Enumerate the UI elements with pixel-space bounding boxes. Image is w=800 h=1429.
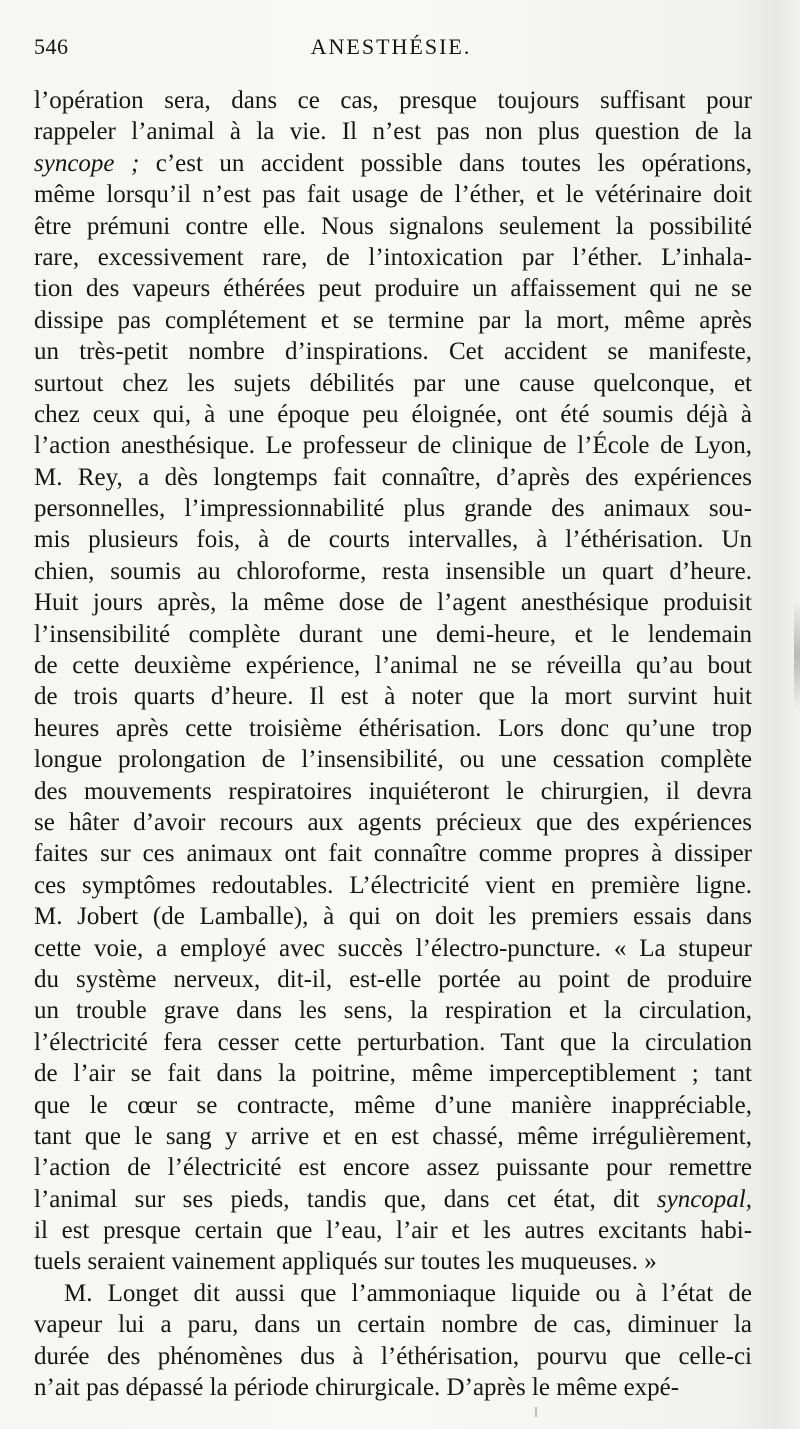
line-text: être prémuni contre elle. Nous signalons seulement la possibilité: [34, 212, 752, 240]
line-text: heures après cette troisième éthérisation. Lors donc qu’une trop: [34, 714, 752, 742]
running-head: ANESTHÉSIE.: [310, 34, 472, 59]
line-text: un très-petit nombre d’inspirations. Cet accident se manifeste,: [34, 338, 752, 366]
text-line: [34, 524, 752, 555]
italic-term: syncope ;: [34, 149, 140, 177]
text-line: [34, 116, 752, 147]
page-edge-shadow: [794, 600, 800, 710]
text-line: [34, 556, 752, 587]
text-line: [34, 619, 752, 650]
italic-term: syncopal,: [656, 1185, 752, 1213]
line-text: n’ait pas dépassé la période chirurgicale. D’après le même expé-: [34, 1374, 680, 1402]
text-line: [34, 273, 752, 304]
line-text: du système nerveux, dit-il, est-elle portée au point de produire: [34, 965, 752, 993]
text-line: [34, 1058, 752, 1089]
text-line: [34, 933, 752, 964]
text-line: [34, 650, 752, 681]
text-line: [34, 587, 752, 618]
line-text: M. Jobert (de Lamballe), à qui on doit les premiers essais dans: [34, 903, 752, 931]
line-text: surtout chez les sujets débilités par une cause quelconque, et: [34, 369, 752, 397]
line-text: M. Longet dit aussi que l’ammoniaque liquide ou à l’état de: [64, 1279, 752, 1307]
line-text: l’opération sera, dans ce cas, presque toujours suffisant pour: [34, 87, 752, 114]
line-text: ces symptômes redoutables. L’électricité vient en première ligne.: [34, 871, 752, 899]
text-line: [34, 744, 752, 775]
line-text: M. Rey, a dès longtemps fait connaître, d’après des expériences: [34, 463, 752, 491]
line-text: de cette deuxième expérience, l’animal ne se réveilla qu’au bout: [34, 652, 752, 680]
line-text: Huit jours après, la même dose de l’agent anesthésique produisit: [34, 589, 752, 617]
page-header: [34, 34, 748, 68]
text-line: [34, 681, 752, 712]
line-text: chez ceux qui, à une époque peu éloignée, ont été soumis déjà à: [34, 400, 752, 428]
text-line: [34, 1027, 752, 1058]
text-line: [34, 1341, 752, 1372]
line-text: un trouble grave dans les sens, la respiration et la circulation,: [34, 997, 752, 1025]
body-text: [34, 85, 752, 1403]
text-line: [34, 1121, 752, 1152]
line-text: l’action de l’électricité est encore assez puissante pour remettre: [34, 1154, 752, 1182]
line-text: l’action anesthésique. Le professeur de clinique de l’École de Lyon,: [34, 432, 752, 460]
line-text: que le cœur se contracte, même d’une manière inappréciable,: [34, 1091, 752, 1119]
line-text: de trois quarts d’heure. Il est à noter que la mort survint huit: [34, 683, 752, 711]
text-line: [34, 995, 752, 1026]
text-line: [34, 1184, 752, 1215]
text-line: [34, 493, 752, 524]
line-text: tuels seraient vainement appliqués sur toutes les muqueuses. »: [34, 1248, 657, 1276]
line-text: rare, excessivement rare, de l’intoxication par l’éther. L’inhala-: [34, 243, 752, 271]
text-line: [34, 368, 752, 399]
text-line: [34, 399, 752, 430]
text-line: [34, 838, 752, 869]
text-line: [34, 336, 752, 367]
line-text: longue prolongation de l’insensibilité, ou une cessation complète: [34, 746, 752, 774]
line-text: rappeler l’animal à la vie. Il n’est pas non plus question de la: [34, 118, 752, 146]
line-text: tant que le sang y arrive et en est chassé, même irrégulièrement,: [34, 1122, 752, 1150]
line-text: faites sur ces animaux ont fait connaître comme propres à dissiper: [34, 840, 752, 868]
text-line: [34, 1372, 752, 1403]
text-line: [34, 430, 752, 461]
text-line: [34, 1215, 752, 1246]
text-line: [34, 1246, 752, 1277]
text-line: [34, 148, 752, 179]
line-text: mis plusieurs fois, à de courts intervalles, à l’éthérisation. Un: [34, 526, 752, 554]
line-text: chien, soumis au chloroforme, resta insensible un quart d’heure.: [34, 557, 752, 585]
line-text: il est presque certain que l’eau, l’air et les autres excitants habi-: [34, 1217, 752, 1245]
text-line: [34, 211, 752, 242]
text-line: [34, 807, 752, 838]
paper-speck: [535, 1407, 537, 1417]
text-line: [34, 242, 752, 273]
line-text: l’électricité fera cesser cette perturbation. Tant que la circulation: [34, 1028, 752, 1056]
page-number: 546: [34, 34, 69, 59]
text-line: [34, 870, 752, 901]
line-text: personnelles, l’impressionnabilité plus grande des animaux sou-: [34, 495, 752, 523]
text-line: [34, 1090, 752, 1121]
text-line: [34, 305, 752, 336]
line-text: tion des vapeurs éthérées peut produire un affaissement qui ne se: [34, 275, 752, 303]
line-text: cette voie, a employé avec succès l’électro-puncture. « La stupeur: [34, 934, 752, 962]
text-line: [34, 1152, 752, 1183]
line-text: c’est un accident possible dans toutes les opérations,: [139, 149, 752, 177]
line-text: l’animal sur ses pieds, tandis que, dans cet état, dit: [34, 1185, 657, 1213]
line-text: dissipe pas complétement et se termine par la mort, même après: [34, 306, 752, 334]
line-text: l’insensibilité complète durant une demi-heure, et le lendemain: [34, 620, 752, 648]
line-text: vapeur lui a paru, dans un certain nombre de cas, diminuer la: [34, 1311, 752, 1339]
line-text: se hâter d’avoir recours aux agents précieux que des expériences: [34, 808, 752, 836]
text-line: [34, 179, 752, 210]
text-line: [34, 964, 752, 995]
text-line: [34, 462, 752, 493]
text-line: [34, 713, 752, 744]
line-text: durée des phénomènes dus à l’éthérisation, pourvu que celle-ci: [34, 1342, 752, 1370]
text-line: [34, 1309, 752, 1340]
text-line: [34, 901, 752, 932]
text-line: [34, 1278, 752, 1309]
line-text: des mouvements respiratoires inquiéteront le chirurgien, il devra: [34, 777, 752, 805]
text-line: [34, 85, 752, 116]
line-text: même lorsqu’il n’est pas fait usage de l’éther, et le vétérinaire doit: [34, 181, 752, 209]
line-text: de l’air se fait dans la poitrine, même imperceptiblement ; tant: [34, 1060, 752, 1088]
text-line: [34, 776, 752, 807]
